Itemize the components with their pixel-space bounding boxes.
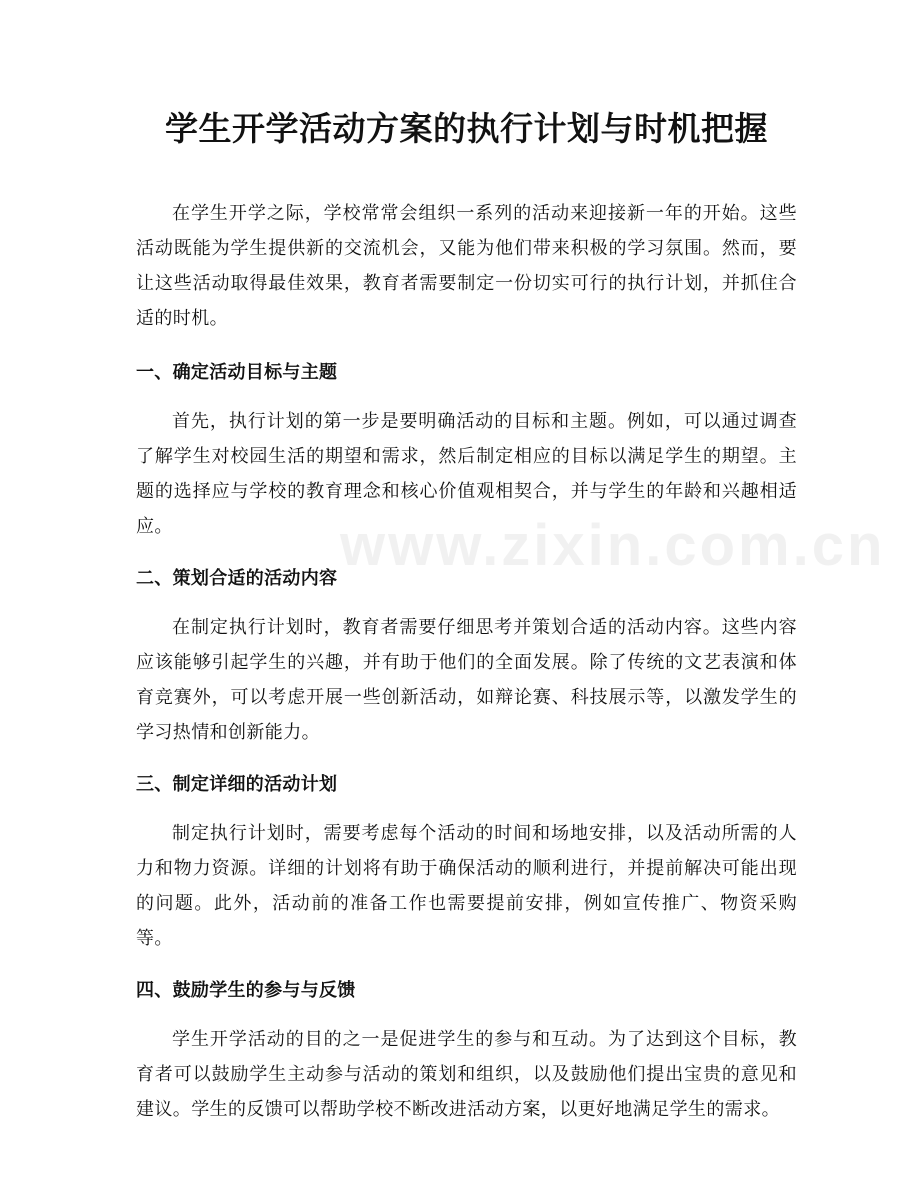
section-body: 制定执行计划时，需要考虑每个活动的时间和场地安排，以及活动所需的人力和物力资源。详细的计划将有助于确保活动的顺利进行，并提前解决可能出现的问题。此外，活动前的准备工作也需要提前安排，例如宣传推广、物资采购等。	[136, 823, 797, 949]
document-title: 学生开学活动方案的执行计划与时机把握	[165, 109, 768, 148]
section-heading: 三、制定详细的活动计划	[136, 774, 338, 795]
section-4	[136, 974, 797, 1127]
section-body: 首先，执行计划的第一步是要明确活动的目标和主题。例如，可以通过调查了解学生对校园生活的期望和需求，然后制定相应的目标以满足学生的期望。主题的选择应与学校的教育理念和核心价值观相契合，并与学生的年龄和兴趣相适应。	[136, 411, 797, 537]
section-heading: 二、策划合适的活动内容	[136, 568, 338, 589]
section-body: 学生开学活动的目的之一是促进学生的参与和互动。为了达到这个目标，教育者可以鼓励学生主动参与活动的策划和组织，以及鼓励他们提出宝贵的意见和建议。学生的反馈可以帮助学校不断改进活动方案，以更好地满足学生的需求。	[136, 1029, 797, 1120]
section-heading: 一、确定活动目标与主题	[136, 362, 338, 383]
section-1	[136, 356, 797, 544]
section-2	[136, 562, 797, 750]
section-3	[136, 768, 797, 956]
watermark-text: www.zixin.com.cn	[340, 513, 886, 578]
intro-paragraph: 在学生开学之际，学校常常会组织一系列的活动来迎接新一年的开始。这些活动既能为学生提供新的交流机会，又能为他们带来积极的学习氛围。然而，要让这些活动取得最佳效果，教育者需要制定一份切实可行的执行计划，并抓住合适的时机。	[136, 203, 797, 329]
section-heading: 四、鼓励学生的参与与反馈	[136, 980, 356, 1001]
section-body: 在制定执行计划时，教育者需要仔细思考并策划合适的活动内容。这些内容应该能够引起学生的兴趣，并有助于他们的全面发展。除了传统的文艺表演和体育竞赛外，可以考虑开展一些创新活动，如辩论赛、科技展示等，以激发学生的学习热情和创新能力。	[136, 617, 797, 743]
